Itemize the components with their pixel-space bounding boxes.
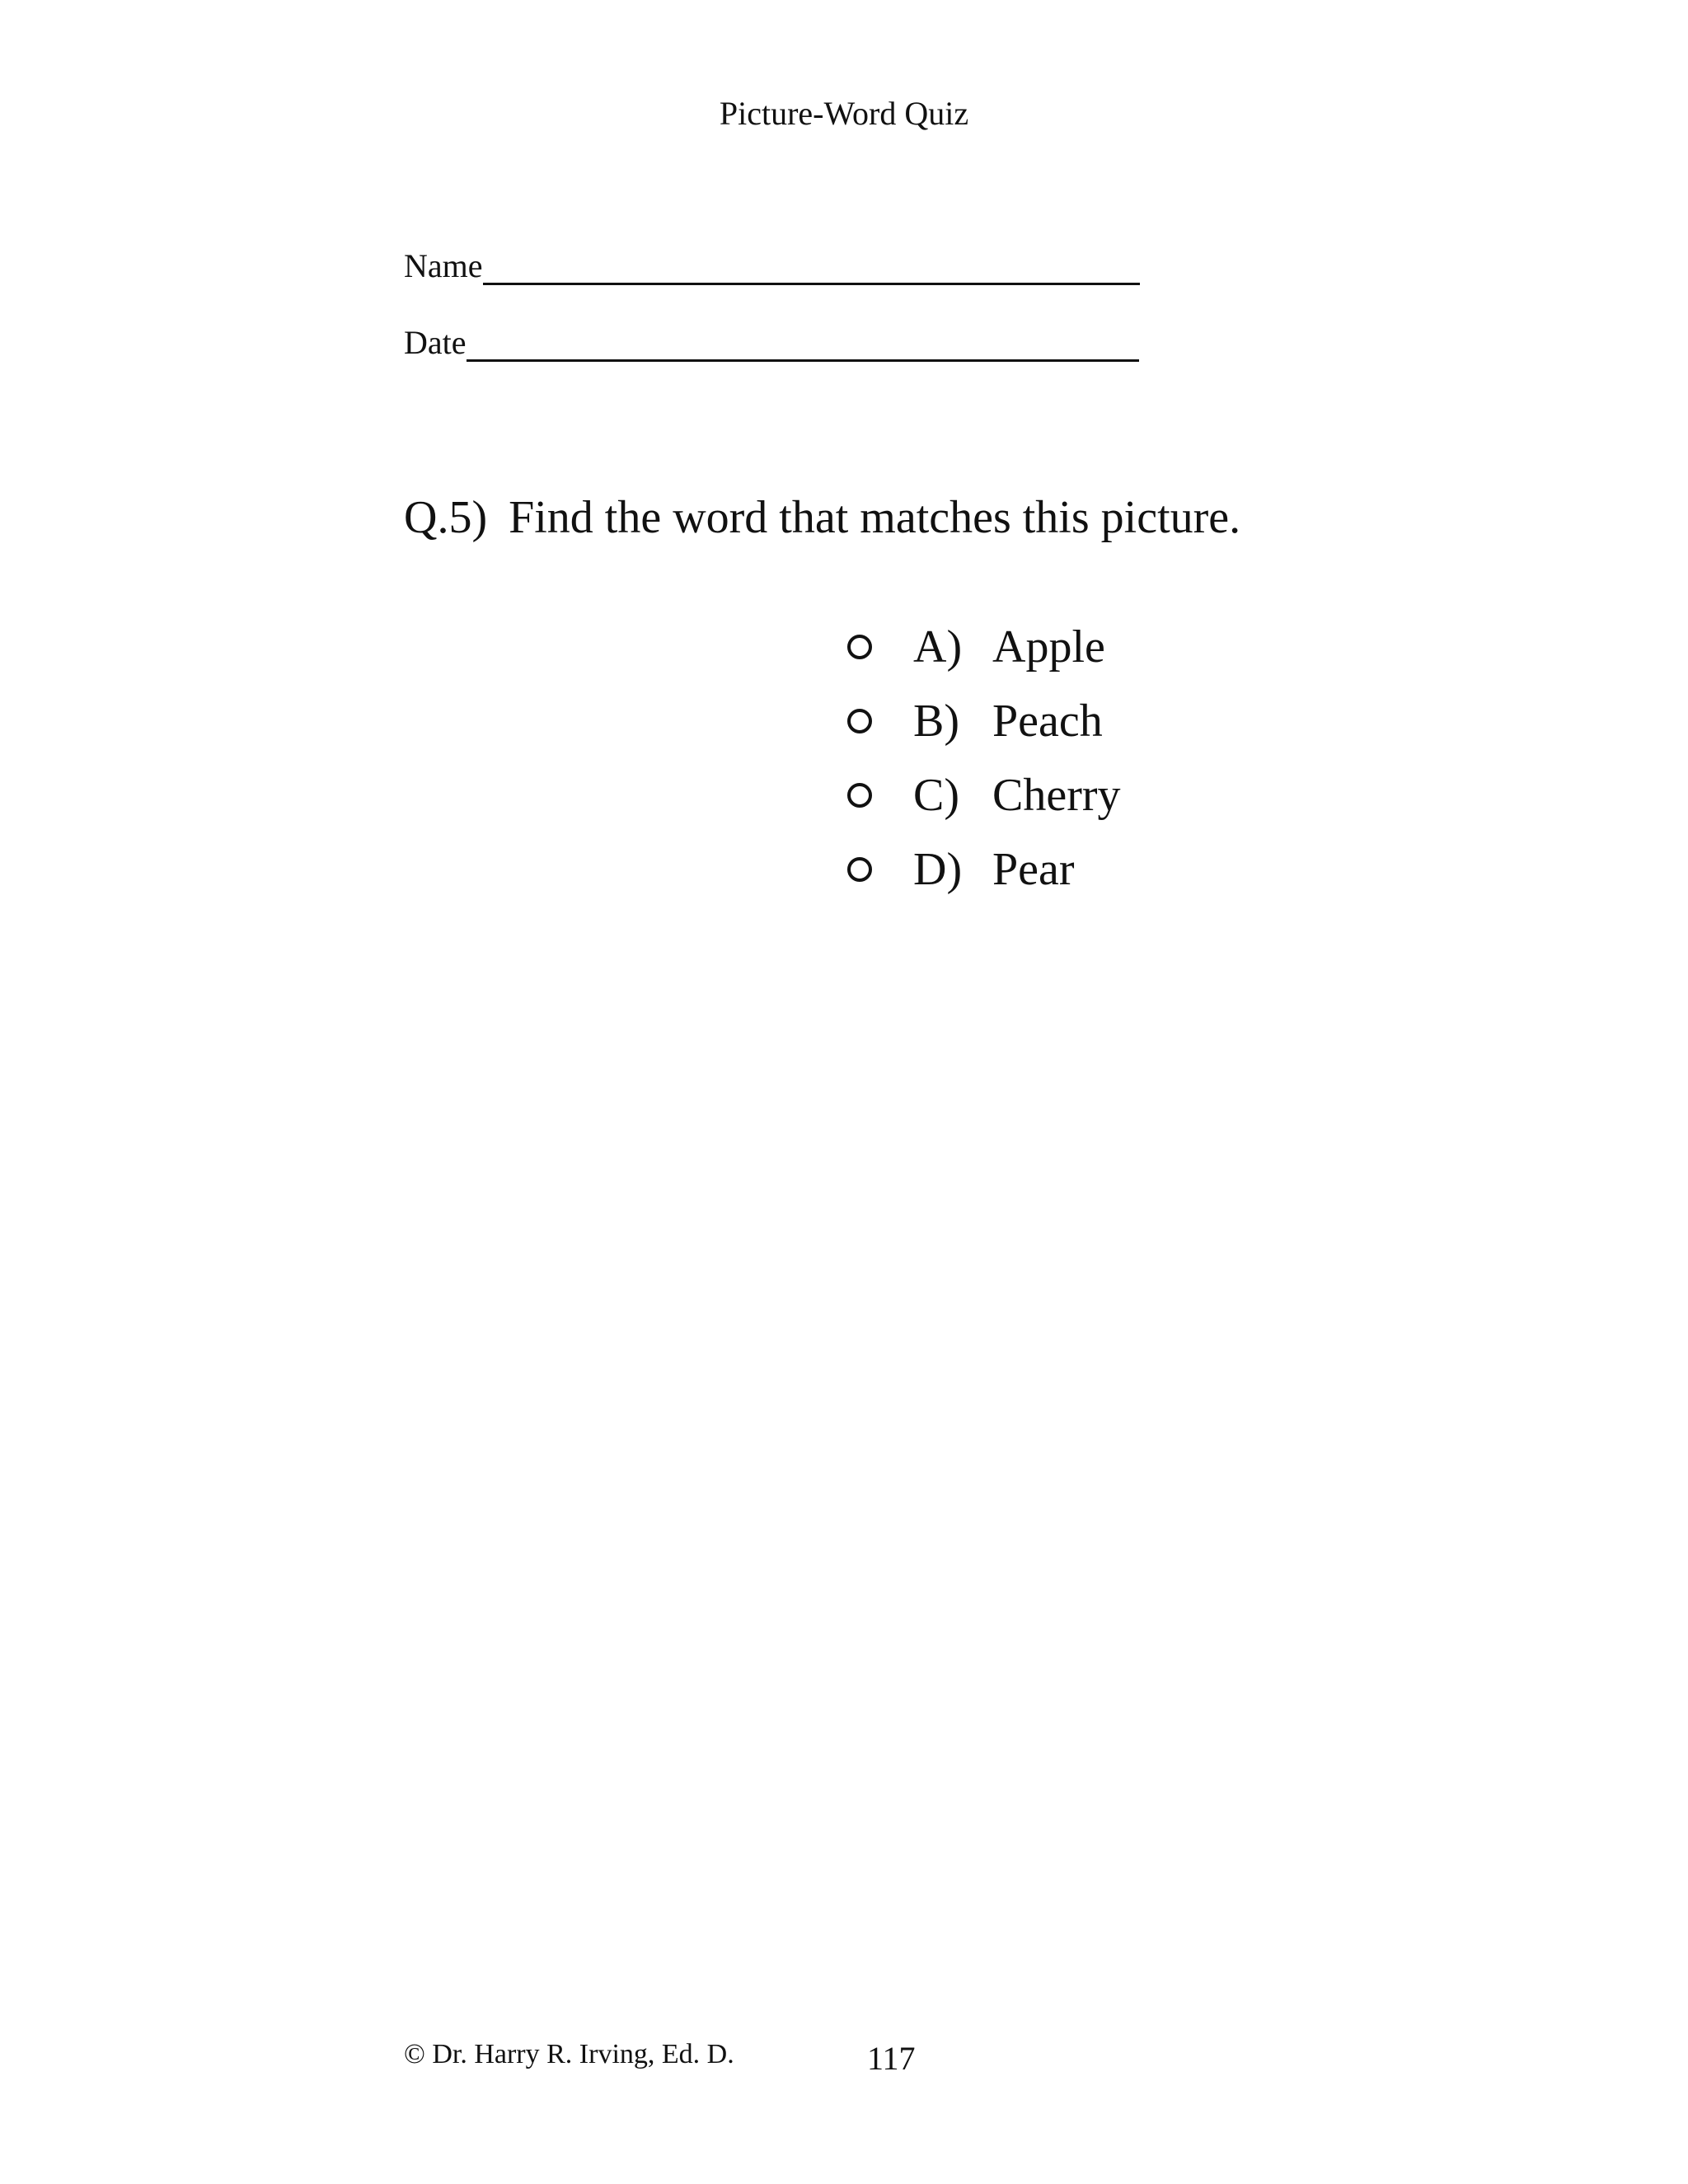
radio-button-d[interactable] bbox=[847, 857, 872, 882]
option-d[interactable] bbox=[847, 832, 1121, 907]
question-number: Q.5) bbox=[404, 492, 488, 543]
name-blank-line[interactable] bbox=[483, 250, 1140, 285]
date-field[interactable] bbox=[404, 326, 1139, 359]
option-word: Peach bbox=[992, 696, 1103, 747]
option-c[interactable] bbox=[847, 758, 1121, 832]
name-field[interactable] bbox=[404, 247, 1140, 284]
date-blank-line[interactable] bbox=[467, 326, 1139, 362]
copyright-notice: © Dr. Harry R. Irving, Ed. D. bbox=[404, 2039, 734, 2069]
option-word: Apple bbox=[992, 621, 1105, 673]
option-letter: C) bbox=[913, 770, 959, 821]
option-b[interactable] bbox=[847, 684, 1121, 758]
page-number: 117 bbox=[867, 2040, 916, 2077]
radio-button-b[interactable] bbox=[847, 709, 872, 733]
answer-options bbox=[847, 610, 1121, 907]
option-letter: A) bbox=[913, 621, 963, 673]
option-word: Pear bbox=[992, 844, 1075, 895]
option-letter: D) bbox=[913, 844, 963, 895]
question-prompt bbox=[404, 494, 1240, 541]
question-text: Find the word that matches this picture. bbox=[509, 492, 1241, 543]
option-a[interactable] bbox=[847, 610, 1121, 684]
page-title: Picture-Word Quiz bbox=[719, 95, 969, 132]
date-label: Date bbox=[404, 324, 467, 361]
radio-button-c[interactable] bbox=[847, 783, 872, 808]
option-letter: B) bbox=[913, 696, 959, 747]
option-word: Cherry bbox=[992, 770, 1121, 821]
name-label: Name bbox=[404, 247, 483, 284]
radio-button-a[interactable] bbox=[847, 635, 872, 659]
